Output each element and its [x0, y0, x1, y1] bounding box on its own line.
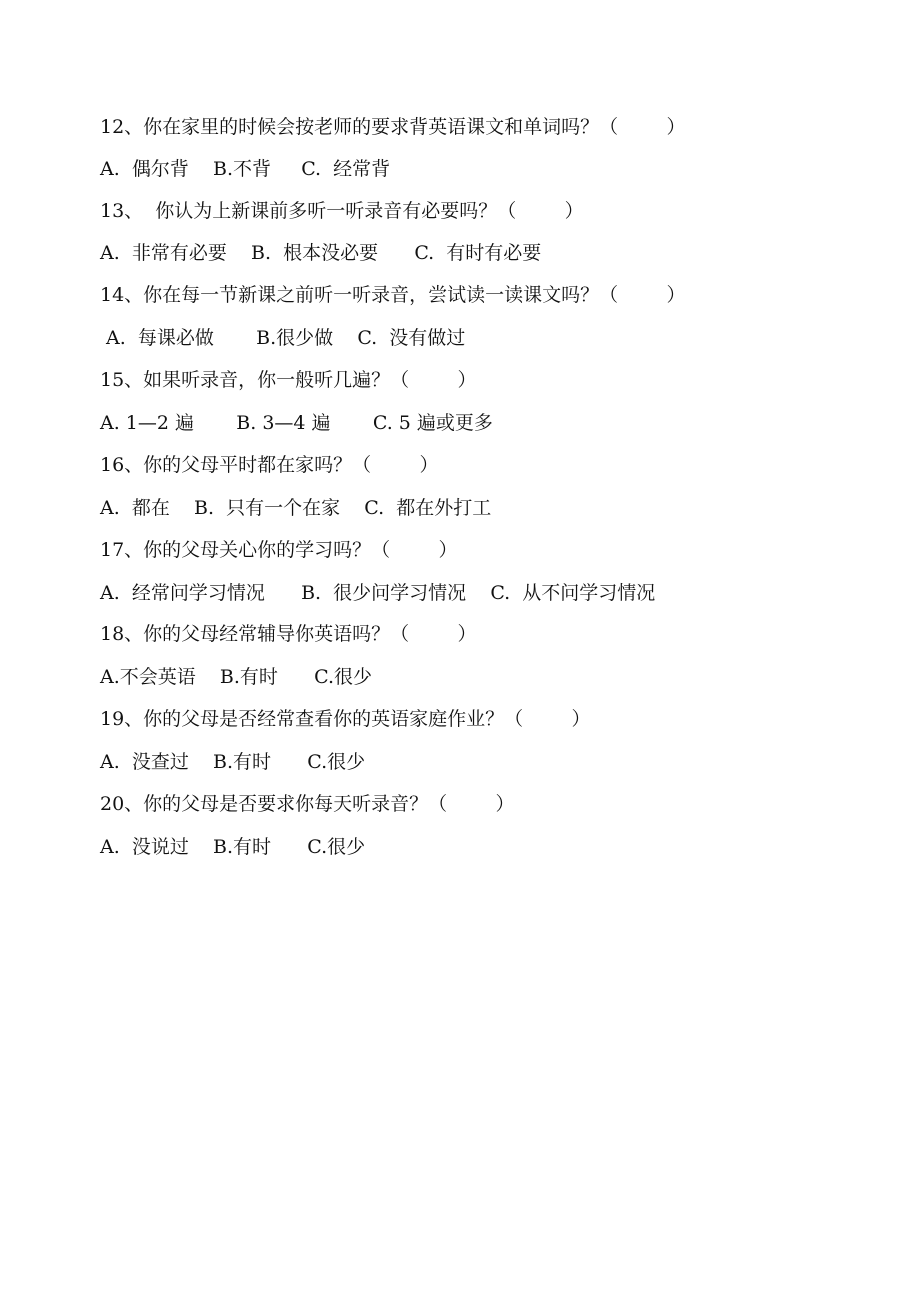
question-12-text: 12、你在家里的时候会按老师的要求背英语课文和单词吗？（ ）: [100, 116, 686, 138]
question-17-text: 17、你的父母关心你的学习吗？（ ）: [100, 539, 458, 561]
question-20-options: A. 没说过 B.有时 C.很少: [100, 836, 366, 858]
question-19-options: A. 没查过 B.有时 C.很少: [100, 751, 366, 773]
question-14-options: A. 每课必做 B.很少做 C. 没有做过: [100, 327, 466, 349]
question-14-text: 14、你在每一节新课之前听一听录音，尝试读一读课文吗？（ ）: [100, 284, 686, 306]
question-16-text: 16、你的父母平时都在家吗？（ ）: [100, 454, 439, 476]
question-13-text: 13、 你认为上新课前多听一听录音有必要吗？（ ）: [100, 200, 584, 222]
question-18-options: A.不会英语 B.有时 C.很少: [100, 666, 373, 688]
question-17-options: A. 经常问学习情况 B. 很少问学习情况 C. 从不问学习情况: [100, 582, 656, 604]
question-19-text: 19、你的父母是否经常查看你的英语家庭作业？（ ）: [100, 708, 591, 730]
question-16-options: A. 都在 B. 只有一个在家 C. 都在外打工: [100, 497, 492, 519]
question-12-options: A. 偶尔背 B.不背 C. 经常背: [100, 158, 391, 180]
question-18-text: 18、你的父母经常辅导你英语吗？（ ）: [100, 623, 477, 645]
question-20-text: 20、你的父母是否要求你每天听录音？（ ）: [100, 793, 515, 815]
question-13-options: A. 非常有必要 B. 根本没必要 C. 有时有必要: [100, 242, 542, 264]
question-15-options: A. 1—2 遍 B. 3—4 遍 C. 5 遍或更多: [100, 412, 493, 434]
question-15-text: 15、如果听录音，你一般听几遍？（ ）: [100, 369, 477, 391]
